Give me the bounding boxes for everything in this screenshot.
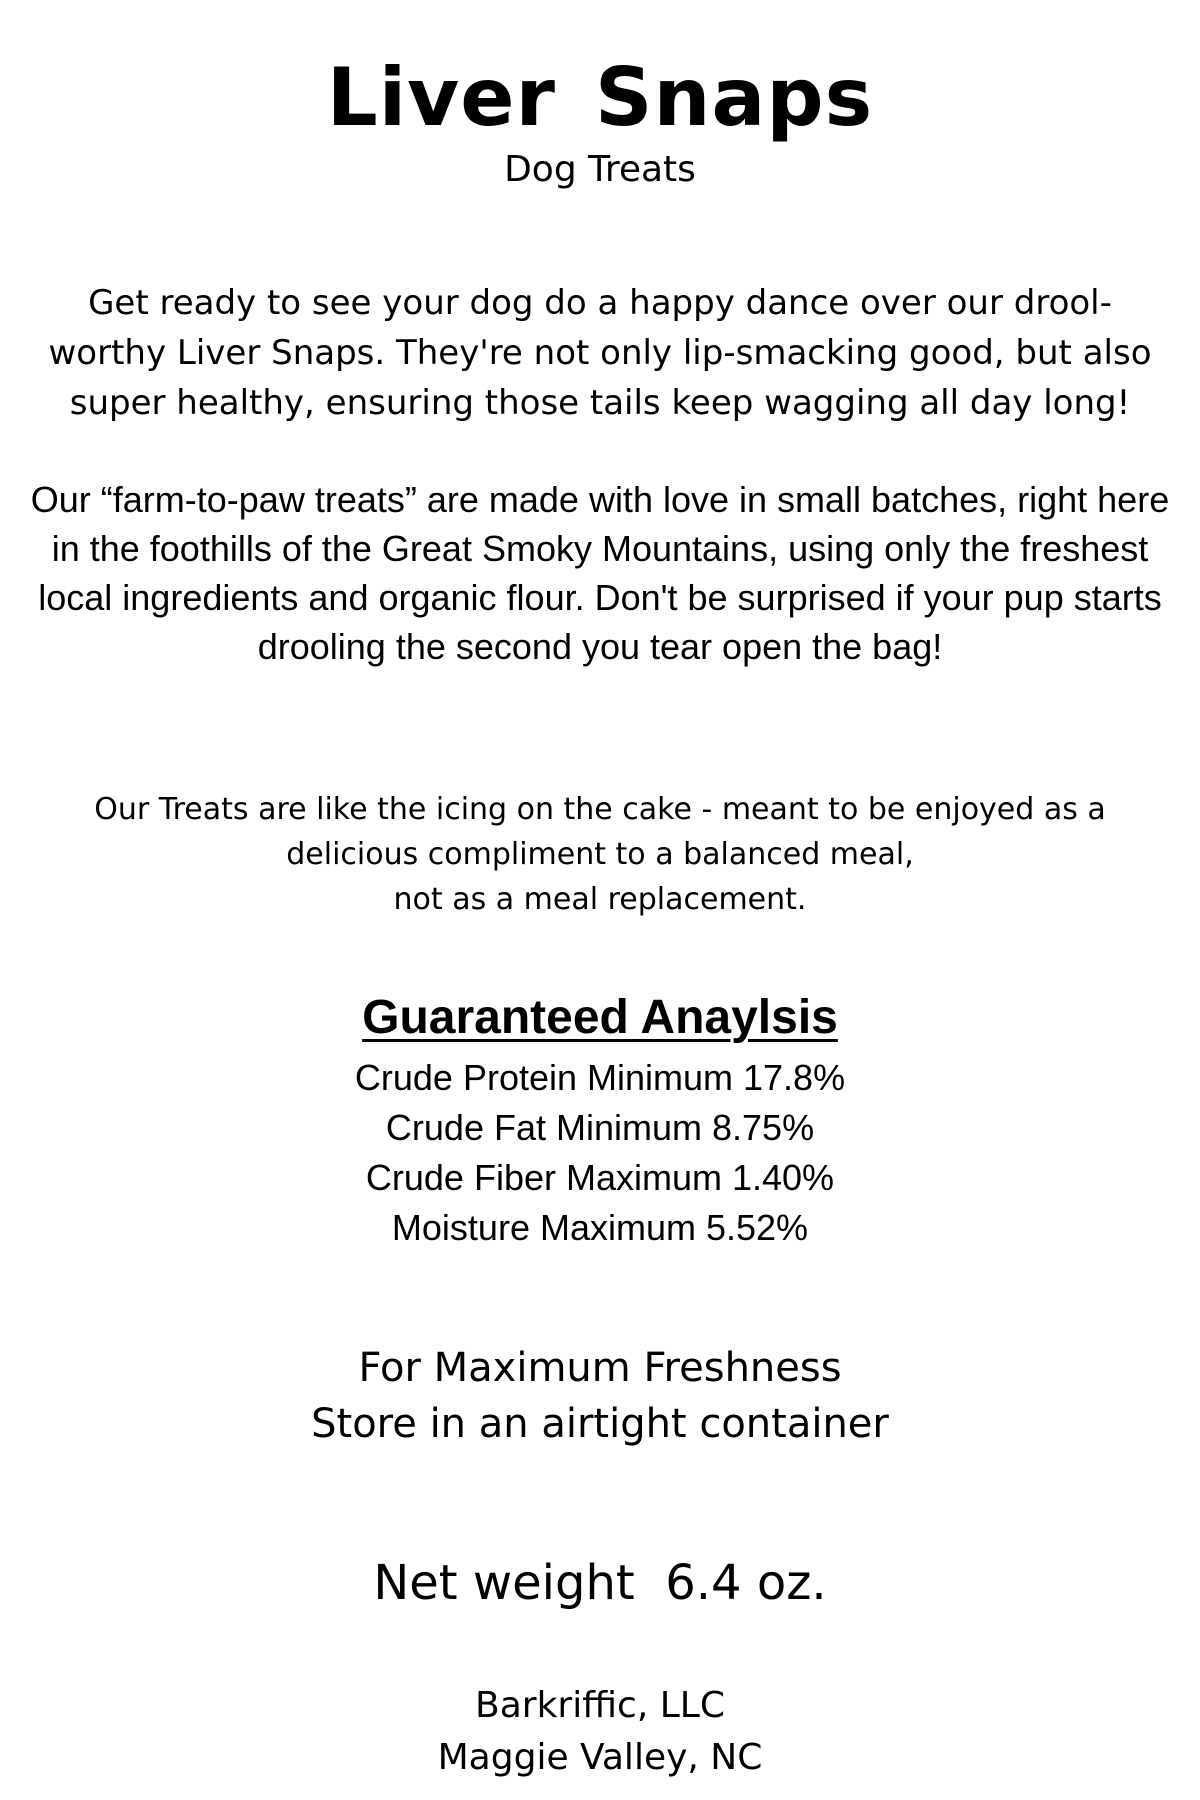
- storage-line: For Maximum Freshness: [358, 1345, 842, 1391]
- analysis-item-fiber: Crude Fiber Maximum 1.40%: [365, 1157, 835, 1198]
- manufacturer-location: Maggie Valley, NC: [437, 1737, 763, 1778]
- feeding-note-line: not as a meal replacement.: [393, 882, 807, 917]
- story-paragraph: Our “farm-to-paw treats” are made with love in small batches, right here in the foothills of the Great Smoky Mountains, using only the freshest local ingredients and organic flour. Don't be surprised if your pup starts drooling the second you tear open the bag!: [30, 479, 1170, 667]
- product-subtitle: Dog Treats: [504, 149, 696, 190]
- manufacturer-name: Barkriffic, LLC: [475, 1685, 725, 1726]
- manufacturer-info: [0, 1680, 1200, 1784]
- analysis-item-protein: Crude Protein Minimum 17.8%: [354, 1057, 846, 1098]
- storage-line: Store in an airtight container: [311, 1401, 889, 1447]
- storage-instructions: [0, 1340, 1200, 1452]
- feeding-note-line: delicious compliment to a balanced meal,: [286, 837, 914, 872]
- product-title: Liver Snaps: [326, 51, 874, 144]
- feeding-note-line: Our Treats are like the icing on the cake - meant to be enjoyed as a: [94, 792, 1106, 827]
- guaranteed-analysis-heading: Guaranteed Anaylsis: [362, 991, 838, 1044]
- feeding-note: [40, 787, 1160, 922]
- intro-paragraph: Get ready to see your dog do a happy dance over our drool-worthy Liver Snaps. They're not only lip-smacking good, but also super healthy, ensuring those tails keep wagging all day long!: [48, 283, 1152, 423]
- guaranteed-analysis-list: [0, 1053, 1200, 1253]
- analysis-item-moisture: Moisture Maximum 5.52%: [391, 1207, 809, 1248]
- analysis-item-fat: Crude Fat Minimum 8.75%: [385, 1107, 815, 1148]
- net-weight: Net weight 6.4 oz.: [373, 1555, 827, 1611]
